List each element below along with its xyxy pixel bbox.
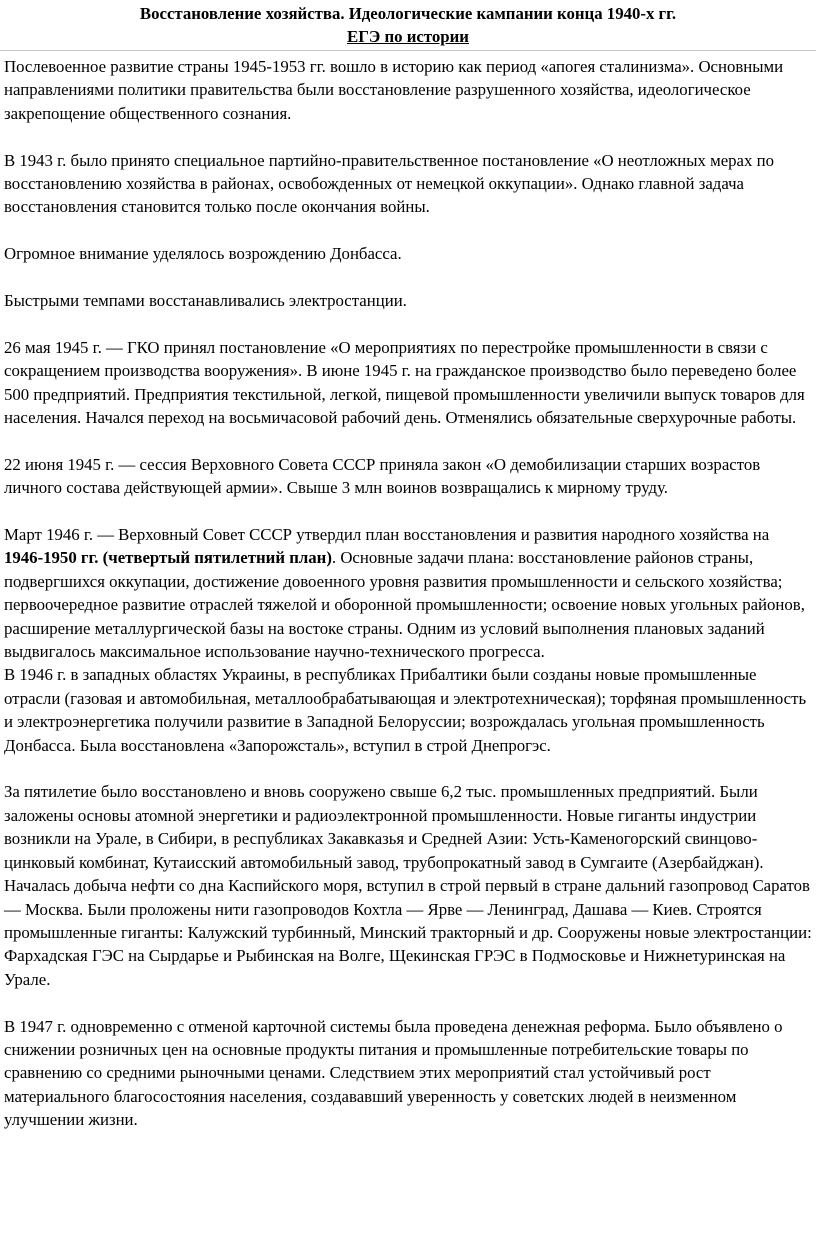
plan-text-after: . Основные задачи плана: восстановление районов страны, подвергшихся оккупации, достижение довоенного уровня развития промышленности и сельского хозяйства; первоочередное развитие отраслей тяжелой и оборонной промышленности; освоение новых угольных районов, расширение металлургической базы на востоке страны. Одним из условий выполнения плановых заданий выдвигалось максимальное использование научно-технического прогресса. [4, 548, 805, 662]
paragraph-donbass: Огромное внимание уделялось возрождению Донбасса. [4, 244, 402, 264]
plan-text-before: Март 1946 г. — Верховный Совет СССР утвердил план восстановления и развития народного хозяйства на [4, 525, 770, 545]
header-divider [0, 50, 816, 51]
paragraph-june-1945: 22 июня 1945 г. — сессия Верховного Совета СССР приняла закон «О демобилизации старших возрастов личного состава действующей армии». Свыше 3 млн воинов возвращались к мирному труду. [4, 454, 761, 498]
plan-name-bold: 1946-1950 гг. (четвертый пятилетний план) [4, 548, 332, 568]
paragraph-1946-west: В 1946 г. в западных областях Украины, в республиках Прибалтики были созданы новые промышленные отрасли (газовая и автомобильная, металлообрабатывающая и электротехническая); торфяная промышленность и электроэнергетика получили развитие в Западной Белоруссии; возрождалась угольная промышленность Донбасса. Была восстановлена «Запорожсталь», вступил в строй Днепрогэс. [4, 665, 807, 755]
paragraph-may-1945: 26 мая 1945 г. — ГКО принял постановление «О мероприятиях по перестройке промышленности в связи с сокращением производства вооружения». В июне 1945 г. на гражданское производство было переведено более 500 предприятий. Предприятия текстильной, легкой, пищевой промышленности увеличили выпуск товаров для населения. Начался переход на восьмичасовой рабочий день. Отменялись обязательные сверхурочные работы. [4, 337, 805, 428]
paragraph-1943-decree: В 1943 г. было принято специальное партийно-правительственное постановление «О неотложных мерах по восстановлению хозяйства в районах, освобожденных от немецкой оккупации». Однако главной задача восстановления становится только после окончания войны. [4, 150, 774, 217]
paragraph-march-1946 [4, 523, 812, 663]
paragraph-five-year-results: За пятилетие было восстановлено и вновь сооружено свыше 6,2 тыс. промышленных предприятий. Были заложены основы атомной энергетики и радиоэлектронной промышленности. Новые гиганты индустрии возникли на Урале, в Сибири, в республиках Закавказья и Средней Азии: Усть-Каменогорский свинцово-цинковый комбинат, Кутаисский автомобильный завод, трубопрокатный завод в Сумгаите (Азербайджан). Началась добыча нефти со дна Каспийского моря, вступил в строй первый в стране дальний газопровод Саратов — Москва. Были проложены нити газопроводов Кохтла — Ярве — Ленинград, Дашава — Киев. Строятся промышленные гиганты: Калужский турбинный, Минский тракторный и др. Сооружены новые электростанции: Фархадская ГЭС на Сырдарье и Рыбинская на Волге, Щекинская ГРЭС в Подмосковье и Нижнетуринская на Урале. [4, 782, 812, 989]
document-title: Восстановление хозяйства. Идеологические кампании конца 1940-х гг. [139, 4, 677, 23]
paragraph-1947-reform: В 1947 г. одновременно с отменой карточной системы была проведена денежная реформа. Было объявлено о снижении розничных цен на основные продукты питания и промышленные потребительские товары по сравнению со средними рыночными ценами. Следствием этих мероприятий стал устойчивый рост материального благосостояния населения, создававший уверенность у советских людей в неизменном улучшении жизни. [4, 1016, 783, 1130]
document-subtitle-link[interactable]: ЕГЭ по истории [347, 27, 469, 46]
paragraph-intro: Послевоенное развитие страны 1945-1953 гг. вошло в историю как период «апогея сталинизма». Основными направлениями политики правительства были восстановление разрушенного хозяйства, идеологическое закрепощение общественного сознания. [4, 57, 784, 123]
paragraph-power-plants: Быстрыми темпами восстанавливались электростанции. [4, 291, 407, 311]
